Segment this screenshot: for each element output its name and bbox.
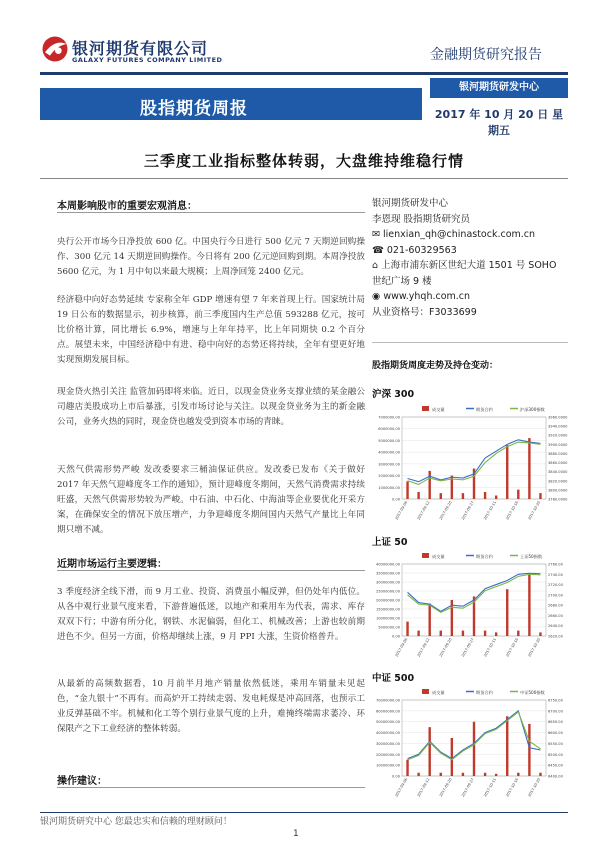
volume-bar xyxy=(417,631,419,636)
x-tick-label: 2017-10-11 xyxy=(483,637,498,658)
logic-paragraph: 从最新的高频数据看，10 月前半月地产销量依然低迷，乘用车销量未见起色，“金九银十”不再有。而高炉开工持续走弱、发电耗煤是冲高回落，也预示工业反弹基础不牢。机械和化工等个别行业景气度的上升，难掩终端需求萎冷、环保限产之下工业经济的整体转弱。 xyxy=(57,679,365,734)
footer-rule xyxy=(40,812,568,813)
volume-bar xyxy=(517,490,519,499)
legend-label: 期货合约 xyxy=(476,690,493,695)
volume-bar xyxy=(428,727,430,776)
globe-icon: ◉ xyxy=(372,291,384,302)
volume-bar xyxy=(517,773,519,776)
legend-swatch xyxy=(422,689,429,694)
x-tick-label: 2017-10-16 xyxy=(505,500,520,521)
y-left-tick-label: 30000000.00 xyxy=(375,580,400,585)
suggestion-heading: 操作建议： xyxy=(57,776,107,787)
volume-bar xyxy=(506,589,508,636)
volume-bar xyxy=(506,445,508,499)
legend-label: 中证500指数 xyxy=(520,690,545,695)
chart-label-zz500: 中证 500 xyxy=(372,673,415,684)
company-name: 银河期货有限公司 xyxy=(72,39,209,58)
x-tick-label: 2017-10-20 xyxy=(527,500,542,521)
envelope-icon: ✉ xyxy=(372,229,383,240)
y-right-tick-label: 6750.00 xyxy=(548,698,563,703)
volume-bar xyxy=(539,493,541,499)
y-right-tick-label: 6550.00 xyxy=(548,741,563,746)
y-right-tick-label: 2660.00 xyxy=(548,613,563,618)
x-tick-label: 2017-09-06 xyxy=(394,637,409,658)
y-right-tick-label: 6400.00 xyxy=(548,774,563,779)
logic-paragraph: 3 季度经济全线下滑，而 9 月工业、投资、消费虽小幅反弹，但仍处年内低位。从各中观行业景气度来看，下游普遍低迷，以地产和乘用车为代表，需求、库存双双下行；中游有所分化，钢铁、水泥偏弱，但化工、机械改善；上游也较前期进色不少。但另一方面，价格却继续上涨，9 月 PPI 大涨，生资价格普升。 xyxy=(57,587,365,642)
y-left-tick-label: 15000000.00 xyxy=(375,607,400,612)
y-right-tick-label: 3900.0000 xyxy=(548,442,568,447)
volume-bar xyxy=(495,495,497,499)
legend-label: 成交量 xyxy=(432,690,445,695)
volume-bar xyxy=(440,631,442,636)
y-right-tick-label: 3840.0000 xyxy=(548,470,568,475)
x-tick-label: 2017-09-12 xyxy=(416,500,431,521)
y-left-tick-label: 0.00 xyxy=(391,497,400,502)
contact-divider xyxy=(372,342,568,343)
volume-bar xyxy=(462,493,464,499)
y-right-tick-label: 2740.00 xyxy=(548,572,563,577)
y-right-tick-label: 2640.00 xyxy=(548,624,563,629)
y-left-tick-label: 50000000.00 xyxy=(375,720,400,725)
y-right-tick-label: 6650.00 xyxy=(548,720,563,725)
volume-bar xyxy=(462,773,464,776)
contact-email-row[interactable] xyxy=(372,227,582,243)
volume-bar xyxy=(473,722,475,776)
y-left-tick-label: 35000000.00 xyxy=(375,571,400,576)
phone-icon: ☎ xyxy=(372,244,387,256)
y-left-tick-label: 40000000.00 xyxy=(375,731,400,736)
y-right-tick-label: 3960.0000 xyxy=(548,415,568,420)
y-left-tick-label: 25000000.00 xyxy=(375,589,400,594)
y-right-tick-label: 3880.0000 xyxy=(548,451,568,456)
volume-bar xyxy=(484,773,486,776)
contact-license: 从业资格号：F3033699 xyxy=(372,306,477,318)
volume-bar xyxy=(428,604,430,636)
y-right-tick-label: 2620.00 xyxy=(548,634,563,639)
y-left-tick-label: 10000000.00 xyxy=(375,616,400,621)
x-tick-label: 2017-10-16 xyxy=(505,637,520,658)
y-left-tick-label: 60000000.00 xyxy=(375,709,400,714)
x-tick-label: 2017-09-20 xyxy=(438,500,453,521)
volume-bar xyxy=(539,632,541,636)
banner-title: 股指期货周报 xyxy=(140,99,248,119)
y-left-tick-label: 30000000.00 xyxy=(375,741,400,746)
y-right-tick-label: 3800.0000 xyxy=(548,488,568,493)
suggestion-heading-rule xyxy=(57,787,365,788)
y-right-tick-label: 6700.00 xyxy=(548,709,563,714)
y-left-tick-label: 2000000.00 xyxy=(378,474,400,479)
x-tick-label: 2017-09-06 xyxy=(394,500,409,521)
x-tick-label: 2017-10-11 xyxy=(483,777,498,798)
company-name-en: GALAXY FUTURES COMPANY LIMITED xyxy=(72,56,223,64)
volume-bar xyxy=(484,492,486,499)
y-right-tick-label: 3820.0000 xyxy=(548,479,568,484)
y-right-tick-label: 3940.0000 xyxy=(548,424,568,429)
title-divider xyxy=(40,178,568,179)
volume-bar xyxy=(495,774,497,776)
volume-bar xyxy=(506,716,508,776)
x-tick-label: 2017-09-27 xyxy=(460,777,475,798)
y-left-tick-label: 20000000.00 xyxy=(375,598,400,603)
contact-analyst: 李恩现 股指期货研究员 xyxy=(372,213,471,225)
macro-paragraph: 现金贷火热引关注 监管加码即将来临。近日，以现金贷业务支撑业绩的某金融公司趣店美股成功上市后暴涨，引发市场讨论与关注。以现金贷业务为主的新金融公司，业务火热的同时，现金贷也越发受到资本市场的青睐。 xyxy=(57,387,365,427)
contact-website-row[interactable] xyxy=(372,289,582,305)
chart-label-hs300: 沪深 300 xyxy=(372,389,415,400)
macro-heading-rule xyxy=(57,212,365,213)
volume-bar xyxy=(528,438,530,499)
chart-sz50 xyxy=(372,548,580,666)
legend-label: 期货合约 xyxy=(476,407,493,412)
charts-heading: 股指期货周度走势及持仓变动： xyxy=(372,361,499,371)
y-left-tick-label: 4000000.00 xyxy=(378,450,400,455)
y-left-tick-label: 20000000.00 xyxy=(375,752,400,757)
contact-website: www.yhqh.com.cn xyxy=(383,291,471,302)
y-left-tick-label: 7000000.00 xyxy=(378,415,400,420)
volume-bar xyxy=(417,492,419,499)
page-number: 1 xyxy=(293,829,299,839)
y-left-tick-label: 70000000.00 xyxy=(375,698,400,703)
y-right-tick-label: 2700.00 xyxy=(548,593,563,598)
y-right-tick-label: 2720.00 xyxy=(548,583,563,588)
x-tick-label: 2017-09-27 xyxy=(460,500,475,521)
macro-paragraph: 央行公开市场今日净投放 600 亿。中国央行今日进行 500 亿元 7 天期逆回购操作、300 亿元 14 天期逆回购操作。今日将有 200 亿元逆回购到期。本周净投放 5600 亿元，为 1 月中旬以来最大规模；上周净回笼 2400 亿元。 xyxy=(57,237,365,277)
y-left-tick-label: 10000000.00 xyxy=(375,763,400,768)
volume-bar xyxy=(406,760,408,776)
y-right-tick-label: 3860.0000 xyxy=(548,461,568,466)
y-right-tick-label: 6500.00 xyxy=(548,752,563,757)
legend-swatch xyxy=(422,406,429,411)
y-left-tick-label: 3000000.00 xyxy=(378,462,400,467)
x-tick-label: 2017-10-20 xyxy=(527,637,542,658)
galaxy-logo xyxy=(40,34,70,64)
legend-label: 成交量 xyxy=(432,554,445,559)
contact-address-line2: 世纪广场 9 楼 xyxy=(372,275,432,287)
y-left-tick-label: 0.00 xyxy=(391,634,400,639)
logic-heading: 近期市场运行主要逻辑： xyxy=(57,559,167,570)
volume-bar xyxy=(440,773,442,776)
report-type: 金融期货研究报告 xyxy=(430,47,542,63)
y-left-tick-label: 6000000.00 xyxy=(378,427,400,432)
legend-label: 上证50指数 xyxy=(520,554,543,559)
volume-bar xyxy=(406,622,408,636)
logic-heading-rule xyxy=(57,570,365,571)
y-right-tick-label: 2680.00 xyxy=(548,603,563,608)
x-tick-label: 2017-09-27 xyxy=(460,637,475,658)
legend-label: 沪深300指数 xyxy=(520,407,545,412)
volume-bar xyxy=(428,471,430,499)
y-right-tick-label: 2760.00 xyxy=(548,562,563,567)
contact-address: 上海市浦东新区世纪大道 1501 号 SOHO xyxy=(381,260,557,271)
report-date: 2017 年 10 月 20 日 星期五 xyxy=(434,108,564,137)
y-left-tick-label: 40000000.00 xyxy=(375,562,400,567)
location-icon: ⌂ xyxy=(372,260,382,271)
volume-bar xyxy=(440,493,442,499)
volume-bar xyxy=(417,773,419,776)
y-left-tick-label: 0.00 xyxy=(391,774,400,779)
y-right-tick-label: 6600.00 xyxy=(548,731,563,736)
contact-address-row xyxy=(372,258,582,274)
x-tick-label: 2017-09-12 xyxy=(416,637,431,658)
y-right-tick-label: 3780.0000 xyxy=(548,497,568,502)
contact-phone: 021-60329563 xyxy=(386,244,457,256)
footer-text: 银河期货研究中心 您最忠实和信赖的理财顾问！ xyxy=(40,817,232,827)
contact-email: lienxian_qh@chinastock.com.cn xyxy=(382,229,536,240)
volume-bar xyxy=(539,773,541,776)
x-tick-label: 2017-09-20 xyxy=(438,777,453,798)
volume-bar xyxy=(528,573,530,636)
contact-block xyxy=(372,196,582,320)
y-left-tick-label: 5000000.00 xyxy=(378,438,400,443)
volume-bar xyxy=(484,631,486,636)
volume-bar xyxy=(528,724,530,776)
macro-paragraph: 经济稳中向好态势延续 专家称全年 GDP 增速有望 7 年来首现上行。国家统计局 19 日公布的数据显示，初步核算，前三季度国内生产总值 593288 亿元，按可比价格计算，同比增长 6.9%，增速与上年年持平，比上年同期快 0.2 个百分点。展望未来，中国经济稳中有进、稳中向好的态势还将持续，全年有望更好地实现预期发展目标。 xyxy=(57,295,365,365)
chart-hs300 xyxy=(372,401,580,529)
volume-bar xyxy=(406,481,408,499)
macro-heading: 本周影响股市的重要宏观消息： xyxy=(57,201,197,212)
y-right-tick-label: 3920.0000 xyxy=(548,433,568,438)
report-title: 三季度工业指标整体转弱，大盘维持维稳行情 xyxy=(143,152,464,170)
y-left-tick-label: 1000000.00 xyxy=(378,485,400,490)
legend-label: 期货合约 xyxy=(476,554,493,559)
x-tick-label: 2017-10-20 xyxy=(527,777,542,798)
contact-phone-row xyxy=(372,243,582,259)
x-tick-label: 2017-09-06 xyxy=(394,777,409,798)
legend-label: 成交量 xyxy=(432,407,445,412)
volume-bar xyxy=(462,631,464,636)
volume-bar xyxy=(451,738,453,776)
y-left-tick-label: 5000000.00 xyxy=(378,625,400,630)
header-rule xyxy=(40,72,568,75)
x-tick-label: 2017-10-16 xyxy=(505,777,520,798)
x-tick-label: 2017-09-20 xyxy=(438,637,453,658)
y-right-tick-label: 6450.00 xyxy=(548,763,563,768)
legend-swatch xyxy=(422,553,429,558)
research-center-tag: 银河期货研发中心 xyxy=(430,78,568,98)
contact-org: 银河期货研发中心 xyxy=(372,198,449,209)
volume-bar xyxy=(517,631,519,636)
macro-paragraph: 天然气供需形势严峻 发改委要求三桶油保证供应。发改委已发布《关于做好 2017 年天然气迎峰度冬工作的通知》，预计迎峰度冬期间，天然气消费需求持续旺盛，天然气供需形势较为严峻。中石油、中石化、中海油等企业要优化开采方案，在确保安全的情况下放压增产，力争迎峰度冬期间国内天然气产量比上年同期只增不减。 xyxy=(57,465,365,535)
chart-label-sz50: 上证 50 xyxy=(372,537,408,548)
chart-zz500 xyxy=(372,684,580,806)
x-tick-label: 2017-09-12 xyxy=(416,777,431,798)
volume-bar xyxy=(495,632,497,636)
x-tick-label: 2017-10-11 xyxy=(483,500,498,521)
